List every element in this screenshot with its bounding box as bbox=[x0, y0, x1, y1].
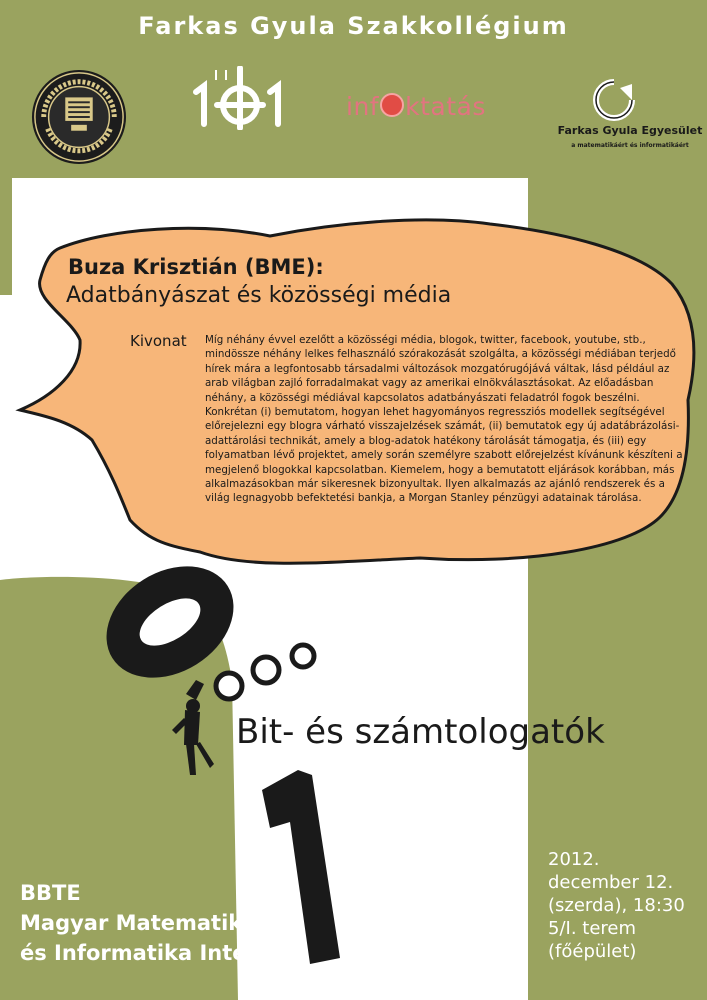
infoktatas-left-text: inf bbox=[346, 92, 380, 121]
date-line-4: 5/I. terem bbox=[548, 918, 637, 939]
institution-line-1: BBTE bbox=[20, 881, 81, 905]
fge-name: Farkas Gyula Egyesület bbox=[557, 124, 703, 137]
date-line-2: december 12. bbox=[548, 872, 674, 893]
talk-title: Adatbányászat és közösségi média bbox=[66, 283, 452, 308]
event-series: Bit- és számtologatók bbox=[236, 712, 605, 752]
date-line-5: (főépület) bbox=[548, 941, 637, 962]
infoktatas-right-text: ktatás bbox=[405, 92, 486, 121]
event-date bbox=[548, 848, 685, 963]
speaker-name: Buza Krisztián (BME): bbox=[68, 255, 324, 279]
abstract-label: Kivonat bbox=[130, 332, 187, 350]
institution bbox=[20, 878, 283, 968]
institution-line-2: Magyar Matematika bbox=[20, 911, 257, 935]
fge-subtitle: a matematikáért és informatikáért bbox=[571, 142, 689, 149]
abstract-text: Míg néhány évvel ezelőtt a közösségi média, blogok, twitter, facebook, youtube, stb., mindössze néhány lelkes felhasználó szórakozását szolgálta, a közösségi médiában terjedő hírek mára a legfontosabb társadalmi változások mozgatórugójává váltak, lásd például az arab világban zajló forradalmakat vagy az amerikai elnökválasztásokat. Az előadásban néhány, a közösségi médiával kapcsolatos adatbányászati feladatról fogok beszélni. Konkrétan (i) bemutatom, hogyan lehet hagyományos regressziós modellek segítségével előrejelezni egy blogra várható visszajelzések számát, (ii) bemutatok egy új adatábrázolási-adattárolási technikát, amely a blog-adatok hatékony tárolását támogatja, és (iii) egy folyamatban lévő projektet, amely során személyre szabott előrejelzést kívánunk készíteni a megjelenő blogokkal kapcsolatban. Kiemelem, hogy a bemutatott eljárások korábban, más alkalmazásokban már sikeresnek bizonyultak. Ilyen alkalmazás az ajánló rendszerek és a világ legnagyobb befektetési bankja, a Morgan Stanley pénzügyi adatainak tárolása. bbox=[205, 334, 683, 505]
climber-icon bbox=[172, 680, 214, 775]
date-line-3: (szerda), 18:30 bbox=[548, 895, 685, 916]
organization-title: Farkas Gyula Szakkollégium bbox=[138, 12, 569, 40]
institution-line-3: és Informatika Intézet bbox=[20, 941, 284, 965]
date-line-1: 2012. bbox=[548, 849, 600, 870]
